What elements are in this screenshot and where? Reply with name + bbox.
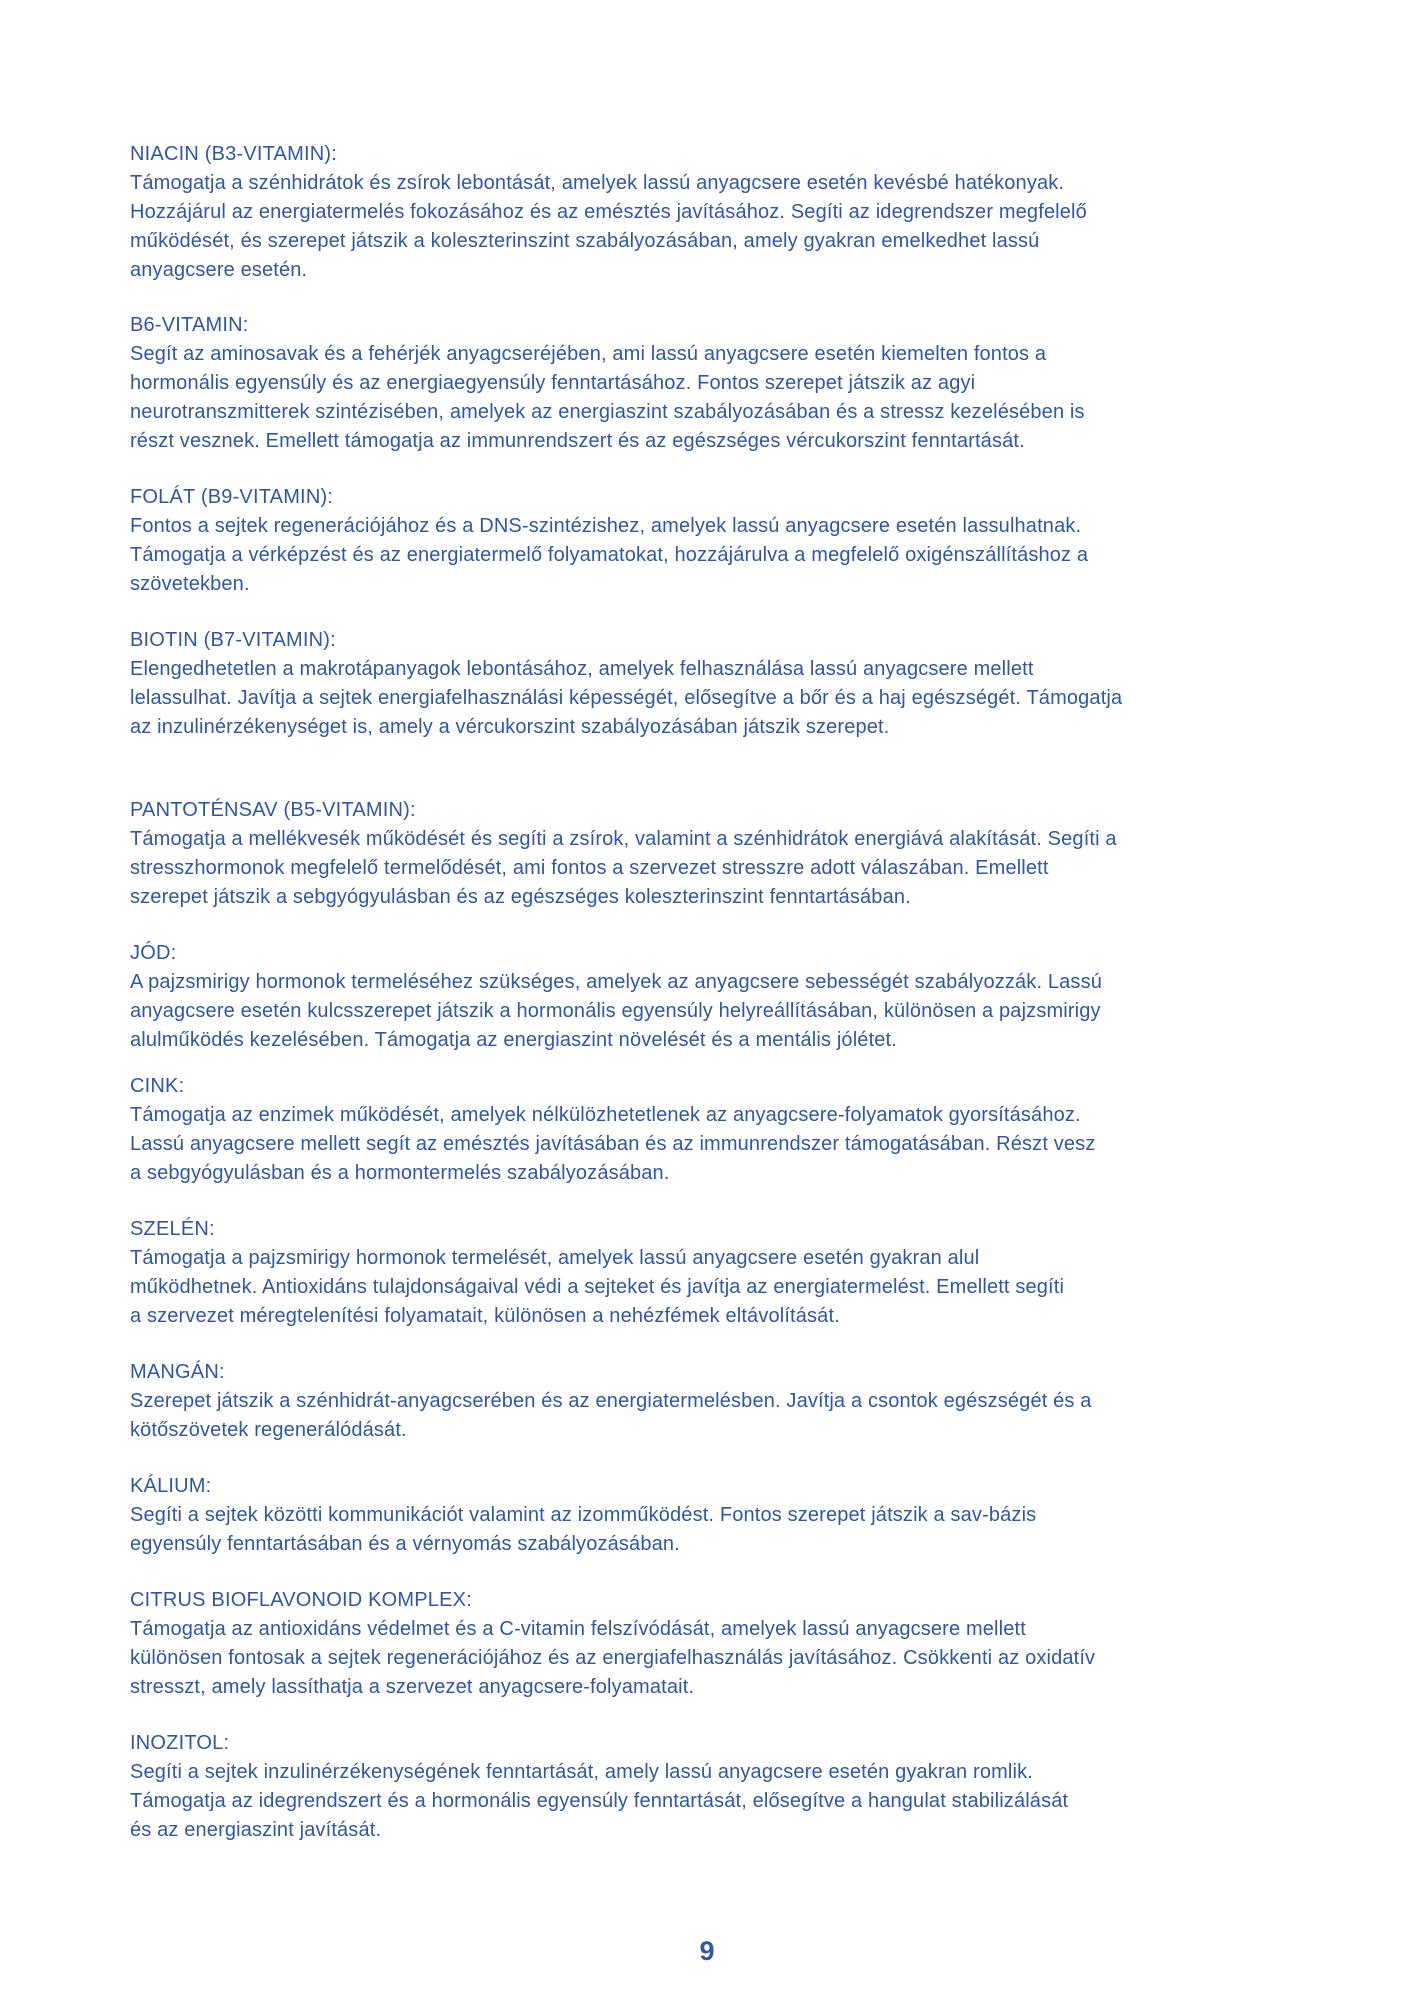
paragraph-line: Támogatja az enzimek működését, amelyek nélkülözhetetlenek az anyagcsere-folyamatok gyorsításához. [130, 1104, 1081, 1126]
paragraph-line: Segíti a sejtek közötti kommunikációt valamint az izomműködést. Fontos szerepet játszik a sav-bázis [130, 1504, 1037, 1526]
section-heading: FOLÁT (B9-VITAMIN): [130, 486, 334, 508]
paragraph-line: stresszhormonok megfelelő termelődését, ami fontos a szervezet stresszre adott válaszában. Emellett [130, 857, 1049, 879]
section-b6-vitamin [130, 311, 1310, 456]
section-szelen [130, 1215, 1310, 1331]
section-heading: SZELÉN: [130, 1218, 215, 1240]
paragraph-line: Segíti a sejtek inzulinérzékenységének fenntartását, amely lassú anyagcsere esetén gyakran romlik. [130, 1761, 1033, 1783]
paragraph-line: szövetekben. [130, 573, 250, 595]
page-number: 9 [699, 1936, 715, 1966]
paragraph-line: Szerepet játszik a szénhidrát-anyagcserében és az energiatermelésben. Javítja a csontok egészségét és a [130, 1390, 1092, 1412]
paragraph-line: Segít az aminosavak és a fehérjék anyagcseréjében, ami lassú anyagcsere esetén kiemelten fontos a [130, 343, 1047, 365]
paragraph-line: működhetnek. Antioxidáns tulajdonságaival védi a sejteket és javítja az energiatermelést. Emellett segíti [130, 1276, 1065, 1298]
section-cink [130, 1072, 1310, 1188]
paragraph-line: Fontos a sejtek regenerációjához és a DNS-szintézishez, amelyek lassú anyagcsere esetén lassulhatnak. [130, 515, 1082, 537]
section-heading: MANGÁN: [130, 1361, 225, 1383]
section-mangan [130, 1358, 1310, 1445]
paragraph-line: Hozzájárul az energiatermelés fokozásához és az emésztés javításához. Segíti az idegrendszer megfelelő [130, 201, 1087, 223]
paragraph-line: Támogatja a mellékvesék működését és segíti a zsírok, valamint a szénhidrátok energiává alakítását. Segíti a [130, 828, 1117, 850]
paragraph-line: Támogatja a szénhidrátok és zsírok lebontását, amelyek lassú anyagcsere esetén kevésbé hatékonyak. [130, 172, 1065, 194]
section-biotin [130, 626, 1310, 742]
paragraph-line: hormonális egyensúly és az energiaegyensúly fenntartásához. Fontos szerepet játszik az agyi [130, 372, 976, 394]
paragraph-line: a szervezet méregtelenítési folyamatait, különösen a nehézfémek eltávolítását. [130, 1305, 840, 1327]
paragraph-line: Támogatja az antioxidáns védelmet és a C-vitamin felszívódását, amelyek lassú anyagcsere mellett [130, 1618, 1026, 1640]
paragraph-line: neurotranszmitterek szintézisében, amelyek az energiaszint szabályozásában és a stressz kezelésében is [130, 401, 1085, 423]
section-citrus-bioflavonoid [130, 1586, 1310, 1702]
section-heading: INOZITOL: [130, 1732, 230, 1754]
paragraph-line: Elengedhetetlen a makrotápanyagok lebontásához, amelyek felhasználása lassú anyagcsere mellett [130, 658, 1034, 680]
section-heading: KÁLIUM: [130, 1475, 212, 1497]
paragraph-line: részt vesznek. Emellett támogatja az immunrendszert és az egészséges vércukorszint fenntartását. [130, 430, 1025, 452]
section-heading: PANTOTÉNSAV (B5-VITAMIN): [130, 799, 416, 821]
section-heading: NIACIN (B3-VITAMIN): [130, 143, 337, 165]
paragraph-line: szerepet játszik a sebgyógyulásban és az egészséges koleszterinszint fenntartásában. [130, 886, 911, 908]
paragraph-line: anyagcsere esetén kulcsszerepet játszik a hormonális egyensúly helyreállításában, különösen a pajzsmirigy [130, 1000, 1101, 1022]
section-jod [130, 939, 1310, 1055]
section-heading: CINK: [130, 1075, 185, 1097]
section-niacin [130, 140, 1310, 285]
paragraph-line: és az energiaszint javítását. [130, 1819, 382, 1841]
section-heading: B6-VITAMIN: [130, 314, 249, 336]
paragraph-line: Támogatja az idegrendszert és a hormonális egyensúly fenntartását, elősegítve a hangulat stabilizálását [130, 1790, 1069, 1812]
paragraph-line: Támogatja a pajzsmirigy hormonok termelését, amelyek lassú anyagcsere esetén gyakran alul [130, 1247, 980, 1269]
section-heading: JÓD: [130, 942, 177, 964]
paragraph-line: egyensúly fenntartásában és a vérnyomás szabályozásában. [130, 1533, 680, 1555]
paragraph-line: alulműködés kezelésében. Támogatja az energiaszint növelését és a mentális jólétet. [130, 1029, 897, 1051]
paragraph-line: különösen fontosak a sejtek regenerációjához és az energiafelhasználás javításához. Csökkenti az oxidatív [130, 1647, 1096, 1669]
section-inozitol [130, 1729, 1310, 1845]
paragraph-line: Támogatja a vérképzést és az energiatermelő folyamatokat, hozzájárulva a megfelelő oxigénszállításhoz a [130, 544, 1089, 566]
section-folat [130, 483, 1310, 599]
section-heading: CITRUS BIOFLAVONOID KOMPLEX: [130, 1589, 472, 1611]
paragraph-line: anyagcsere esetén. [130, 259, 308, 281]
paragraph-line: lelassulhat. Javítja a sejtek energiafelhasználási képességét, elősegítve a bőr és a haj egészségét. Támogatja [130, 687, 1123, 709]
paragraph-line: A pajzsmirigy hormonok termeléséhez szükséges, amelyek az anyagcsere sebességét szabályozzák. Lassú [130, 971, 1102, 993]
paragraph-line: Lassú anyagcsere mellett segít az emésztés javításában és az immunrendszer támogatásában. Részt vesz [130, 1133, 1096, 1155]
section-heading: BIOTIN (B7-VITAMIN): [130, 629, 336, 651]
paragraph-line: működését, és szerepet játszik a koleszterinszint szabályozásában, amely gyakran emelkedhet lassú [130, 230, 1040, 252]
paragraph-line: az inzulinérzékenységet is, amely a vércukorszint szabályozásában játszik szerepet. [130, 716, 890, 738]
section-pantotensav [130, 796, 1310, 912]
paragraph-line: stresszt, amely lassíthatja a szervezet anyagcsere-folyamatait. [130, 1676, 695, 1698]
paragraph-line: a sebgyógyulásban és a hormontermelés szabályozásában. [130, 1162, 670, 1184]
section-kalium [130, 1472, 1310, 1559]
paragraph-line: kötőszövetek regenerálódását. [130, 1419, 407, 1441]
